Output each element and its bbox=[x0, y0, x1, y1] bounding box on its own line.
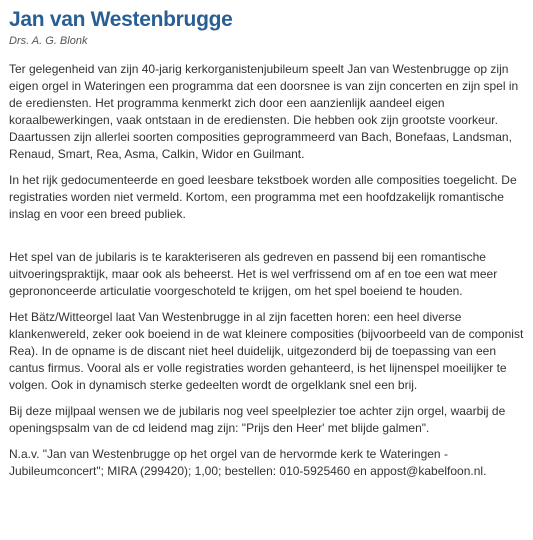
paragraph-playing: Het spel van de jubilaris is te karakteriseren als gedreven en passend bij een romantische uitvoeringspraktijk, maar ook als beheerst. Het is wel verfrissend om af en toe een wat meer geprononceerde articulatie voorgeschoteld te krijgen, om het spel boeiend te houden. bbox=[9, 250, 498, 298]
paragraph-organ: Het Bätz/Witteorgel laat Van Westenbrugge in al zijn facetten horen: een heel diverse klankenwereld, zeker ook boeiend in de wat kleinere composities (bijvoorbeeld van de componist Rea). In de opname is de discant niet heel duidelijk, uitgezonderd bij de toepassing van een cantus firmus. Vooral als er volle registraties worden gehanteerd, is het lijnenspel moeilijker te volgen. Ook in dynamisch sterke gedeelten wordt de orgelklank snel een brij. bbox=[9, 310, 524, 392]
article-body bbox=[9, 61, 524, 480]
paragraph-reference: N.a.v. "Jan van Westenbrugge op het orgel van de hervormde kerk te Wateringen - Jubileumconcert"; MIRA (299420); 1,00; bestellen: 010-5925460 en appost@kabelfoon.nl. bbox=[9, 447, 487, 478]
paragraph-wishes: Bij deze mijlpaal wensen we de jubilaris nog veel speelplezier toe achter zijn orgel, waarbij de openingspsalm van de cd leidend mag zijn: "Prijs den Heer' met blijde galmen". bbox=[9, 404, 506, 435]
article-title: Jan van Westenbrugge bbox=[9, 8, 233, 31]
paragraph-textbook: In het rijk gedocumenteerde en goed leesbare tekstboek worden alle composities toegelicht. De registraties worden niet vermeld. Kortom, een programma met een hoofdzakelijk romantische inslag en voor een breed publiek. bbox=[9, 173, 517, 221]
article bbox=[9, 7, 524, 489]
paragraph-intro: Ter gelegenheid van zijn 40-jarig kerkorganistenjubileum speelt Jan van Westenbrugge op zijn eigen orgel in Wateringen een programma dat een doorsnee is van zijn concerten en zijn spel in de erediensten. Het programma kenmerkt zich door een aanzienlijk aandeel eigen koraalbewerkingen, vaak ontstaan in de erediensten. Die hebben ook zijn grootste voorkeur. Daartussen zijn allerlei soorten composities geprogrammeerd van Bach, Bonefaas, Landsman, Renaud, Smart, Rea, Asma, Calkin, Widor en Guilmant. bbox=[9, 62, 519, 161]
article-author: Drs. A. G. Blonk bbox=[9, 35, 88, 47]
